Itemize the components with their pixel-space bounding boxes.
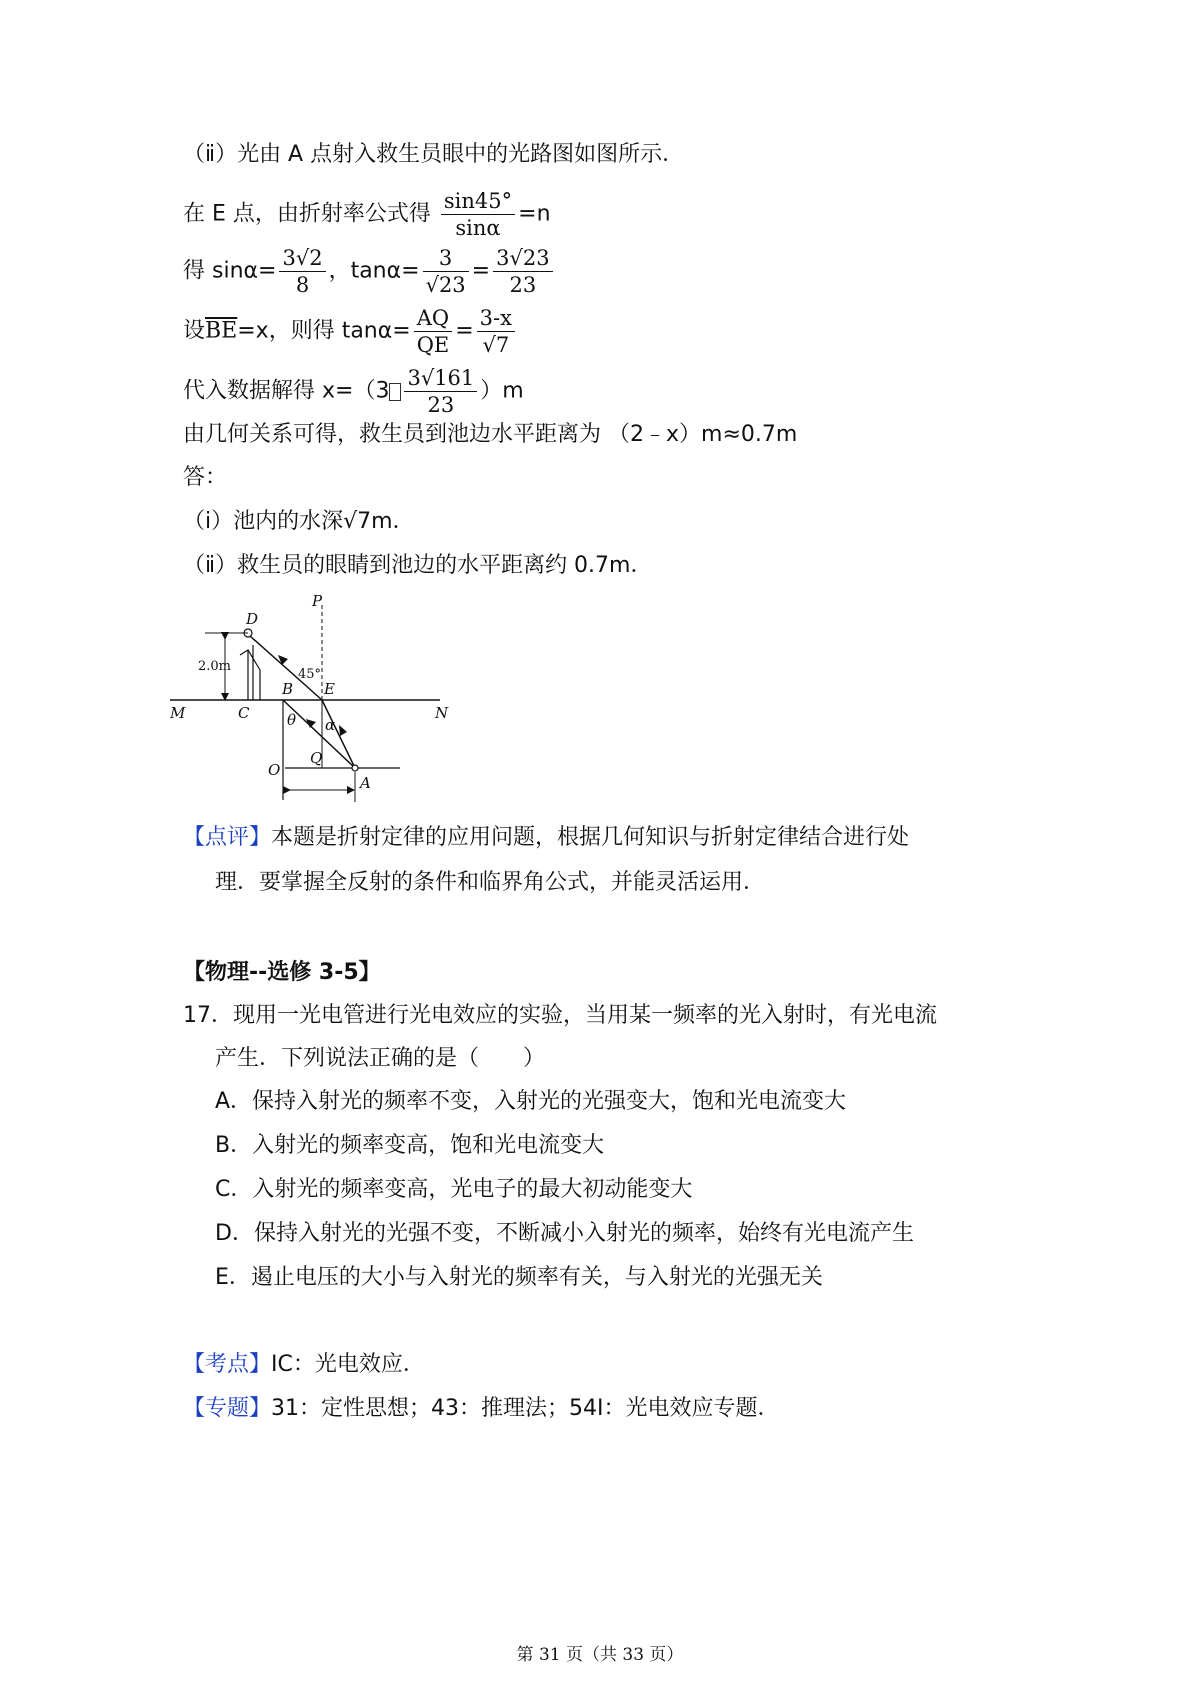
answer-i: （ⅰ）池内的水深√7m． — [183, 509, 415, 534]
eq2-frac1 — [279, 245, 325, 298]
label-d: D — [246, 610, 259, 628]
label-alpha: α — [325, 716, 336, 734]
label-e: E — [324, 680, 335, 698]
eq3-frac2 — [477, 305, 515, 358]
eq2-prefix: 得 sinα= — [183, 258, 277, 284]
eq2-frac3 — [493, 245, 552, 298]
kaodian-text: IC：光电效应． — [271, 1352, 425, 1377]
question-17-line2: 产生．下列说法正确的是（ ） — [215, 1046, 546, 1071]
eq4-den: 23 — [427, 393, 455, 417]
zhuanti-line — [183, 1394, 780, 1424]
eq4-box-glyph — [389, 383, 401, 401]
equation-solve-x — [183, 365, 524, 418]
eq2-f2-den: √23 — [425, 273, 466, 297]
equation-distance: 由几何关系可得，救生员到池边水平距离为 （2﹣x）m≈0.7m — [183, 422, 798, 447]
answer-label: 答： — [183, 465, 228, 490]
option-d: D．保持入射光的光强不变，不断减小入射光的频率，始终有光电流产生 — [215, 1221, 914, 1246]
eq2-f3-num: 3√23 — [493, 245, 552, 272]
eq4-num: 3√161 — [404, 365, 477, 392]
option-b: B．入射光的频率变高，饱和光电流变大 — [215, 1133, 605, 1158]
zhuanti-text: 31：定性思想；43：推理法；54I：光电效应专题． — [271, 1396, 780, 1421]
eq1-den: sinα — [455, 216, 501, 240]
eq2-f3-den: 23 — [509, 273, 537, 297]
eq2-mid: ，tanα= — [328, 258, 420, 284]
eq2-f2-num: 3 — [423, 245, 469, 272]
eq4-suffix: ）m — [480, 378, 524, 404]
label-p: P — [312, 592, 323, 610]
eq1-prefix: 在 E 点，由折射率公式得 — [183, 201, 431, 227]
eq3-f1-den: QE — [416, 333, 450, 357]
label-45: 45° — [298, 667, 322, 682]
eq3-frac1 — [414, 305, 453, 358]
label-a: A — [360, 774, 371, 792]
label-theta: θ — [287, 711, 297, 729]
kaodian-tag: 【考点】 — [183, 1352, 272, 1377]
ray-arrow-1 — [278, 655, 288, 665]
label-q: Q — [310, 749, 323, 767]
review-text1: 本题是折射定律的应用问题，根据几何知识与折射定律结合进行处 — [271, 825, 910, 850]
eq3-f1-num: AQ — [414, 305, 453, 332]
review-line2: 理．要掌握全反射的条件和临界角公式，并能灵活运用． — [215, 870, 766, 895]
eq2-frac2 — [423, 245, 469, 298]
label-c: C — [238, 704, 250, 722]
ray-arrow-2 — [339, 725, 347, 736]
option-c: C．入射光的频率变高，光电子的最大初动能变大 — [215, 1177, 693, 1202]
light-path-diagram — [170, 590, 500, 815]
review-line1 — [183, 823, 909, 853]
eq3-mid: =x，则得 tanα= — [237, 318, 411, 344]
equation-tan-x — [183, 305, 518, 358]
eq3-prefix: 设 — [183, 318, 206, 344]
option-e: E．遏止电压的大小与入射光的频率有关，与入射光的光强无关 — [215, 1265, 823, 1290]
review-tag: 【点评】 — [183, 825, 272, 850]
eq4-fraction — [404, 365, 477, 418]
eq3-f2-den: √7 — [482, 333, 510, 357]
zhuanti-tag: 【专题】 — [183, 1396, 272, 1421]
question-17-line1: 17．现用一光电管进行光电效应的实验，当用某一频率的光入射时，有光电流 — [183, 1003, 937, 1028]
label-n: N — [435, 704, 449, 722]
ray-a-to-e — [322, 700, 355, 768]
section-title: 【物理--选修 3-5】 — [183, 960, 381, 985]
chair-seat — [240, 650, 260, 700]
kaodian-line — [183, 1350, 425, 1380]
eq2-f1-den: 8 — [295, 273, 310, 297]
eq2-eq: = — [471, 258, 491, 284]
point-a — [352, 765, 358, 771]
eq1-fraction — [441, 188, 515, 241]
label-height: 2.0m — [198, 659, 232, 674]
eq3-segment-be: $\overline{BE}$ — [205, 318, 238, 344]
part-ii-intro: （ⅱ）光由 A 点射入救生员眼中的光路图如图所示． — [183, 142, 685, 167]
equation-refraction — [183, 188, 551, 241]
eq1-suffix: =n — [518, 201, 551, 227]
eq3-eq: = — [455, 318, 474, 344]
equation-sin-tan — [183, 245, 556, 298]
label-o: O — [268, 761, 281, 779]
answer-ii: （ⅱ）救生员的眼睛到池边的水平距离约 0.7m． — [183, 553, 653, 578]
label-b: B — [282, 680, 294, 698]
eq2-f1-num: 3√2 — [279, 245, 325, 272]
label-m: M — [170, 704, 186, 722]
option-a: A．保持入射光的频率不变，入射光的光强变大，饱和光电流变大 — [215, 1089, 847, 1114]
eq4-prefix: 代入数据解得 x=（3 — [183, 378, 390, 404]
eq3-f2-num: 3-x — [477, 305, 515, 332]
eq1-num: sin45° — [441, 188, 515, 215]
page-footer: 第 31 页（共 33 页） — [516, 1645, 684, 1665]
